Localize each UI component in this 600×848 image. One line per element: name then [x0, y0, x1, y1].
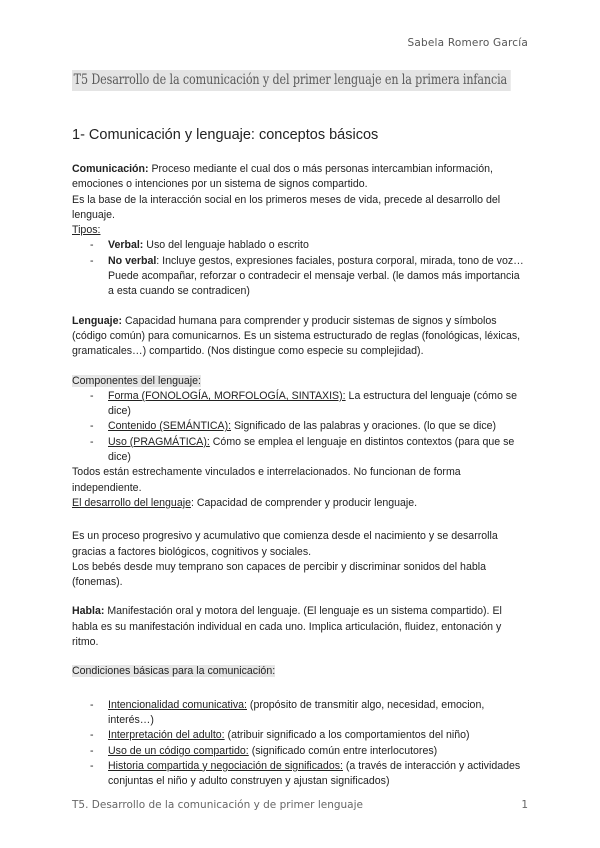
list-item [90, 419, 528, 434]
document-title: T5 Desarrollo de la comunicación y del primer lenguaje en la primera infancia [72, 70, 510, 91]
condiciones-list [72, 698, 528, 790]
author-name: Sabela Romero García [407, 37, 528, 49]
title-block [72, 70, 600, 91]
condiciones-label: Condiciones básicas para la comunicación: [72, 665, 276, 678]
condicion-term: Intencionalidad comunicativa: [108, 698, 247, 711]
tipo-term: No verbal [108, 254, 157, 267]
comunicacion-definition: Proceso mediante el cual dos o más personas intercambian información, emociones o intenciones por un sistema de signos compartido. [72, 163, 493, 191]
componente-text: La estructura del lenguaje (cómo se dice) [108, 389, 517, 418]
document-body [72, 162, 528, 789]
list-item [90, 759, 528, 790]
componente-term: Forma (FONOLOGÍA, MORFOLOGÍA, SINTAXIS): [108, 389, 346, 402]
desarrollo-term: El desarrollo del lenguaje [72, 496, 191, 509]
tipos-label: Tipos: [72, 224, 101, 237]
list-item [90, 435, 528, 466]
comunicacion-paragraph [72, 162, 528, 193]
condicion-text: (propósito de transmitir algo, necesidad, emocion, interés…) [108, 698, 485, 726]
condicion-term: Interpretación del adulto: [108, 729, 225, 742]
lenguaje-term: Lenguaje: [72, 314, 123, 327]
tipos-list [72, 238, 528, 299]
page-number: 1 [521, 799, 528, 811]
list-item [90, 389, 528, 420]
condicion-text: (atribuir significado a los comportamientos del niño) [224, 729, 470, 742]
habla-term: Habla: [72, 605, 105, 618]
componente-text: Significado de las palabras y oraciones. (lo que se dice) [231, 420, 497, 433]
list-item [90, 238, 528, 253]
proceso-paragraph-1: Es un proceso progresivo y acumulativo que comienza desde el nacimiento y se desarrolla gracias a factores biológicos, cognitivos y sociales. [72, 530, 498, 558]
tipo-text: Uso del lenguaje hablado o escrito [143, 239, 309, 252]
habla-definition: Manifestación oral y motora del lenguaje. (El lenguaje es un sistema compartido). El habla es su manifestación individual en cada uno. Implica articulación, fluidez, entonación y ritmo. [72, 605, 502, 649]
componentes-label: Componentes del lenguaje: [72, 374, 201, 387]
componentes-list [72, 389, 528, 465]
footer-title: T5. Desarrollo de la comunicación y de primer lenguaje [72, 799, 363, 811]
tipo-term: Verbal: [108, 239, 144, 252]
componente-term: Contenido (SEMÁNTICA): [108, 420, 232, 433]
proceso-paragraph-2: Los bebés desde muy temprano son capaces de percibir y discriminar sonidos del habla (fonemas). [72, 560, 486, 589]
desarrollo-paragraph [72, 496, 528, 511]
componente-term: Uso (PRAGMÁTICA): [108, 435, 210, 448]
comunicacion-term: Comunicación: [72, 163, 149, 175]
lenguaje-definition: Capacidad humana para comprender y producir sistemas de signos y símbolos (código común) para comunicarnos. Es un sistema estructurado de reglas (fonológicas, léxicas, gramaticales…) compartido. (Nos distingue como especie su complejidad). [72, 314, 521, 358]
list-item [90, 254, 528, 300]
section-heading: 1- Comunicación y lenguaje: conceptos básicos [72, 127, 379, 143]
list-item [90, 744, 528, 759]
componentes-note: Todos están estrechamente vinculados e interrelacionados. No funcionan de forma independiente. [72, 466, 461, 494]
desarrollo-text: : Capacidad de comprender y producir lenguaje. [190, 496, 418, 509]
comunicacion-note: Es la base de la interacción social en los primeros meses de vida, precede al desarrollo del lenguaje. [72, 193, 501, 221]
list-item [90, 728, 528, 743]
condicion-text: (significado común entre interlocutores) [248, 744, 438, 757]
componente-text: Cómo se emplea el lenguaje en distintos contextos (para que se dice) [108, 435, 515, 464]
condicion-term: Historia compartida y negociación de significados: [108, 759, 343, 772]
lenguaje-paragraph [72, 314, 528, 360]
tipo-text: : Incluye gestos, expresiones faciales, postura corporal, mirada, tono de voz… Puede acompañar, reforzar o contradecir el mensaje verbal. (le damos más importancia a esta cuando se contradicen) [108, 254, 524, 298]
habla-paragraph [72, 604, 528, 650]
condicion-term: Uso de un código compartido: [108, 744, 249, 757]
list-item [90, 698, 528, 729]
condicion-text: (a través de interacción y actividades conjuntas el niño y adulto construyen y ajustan significados) [108, 759, 521, 788]
